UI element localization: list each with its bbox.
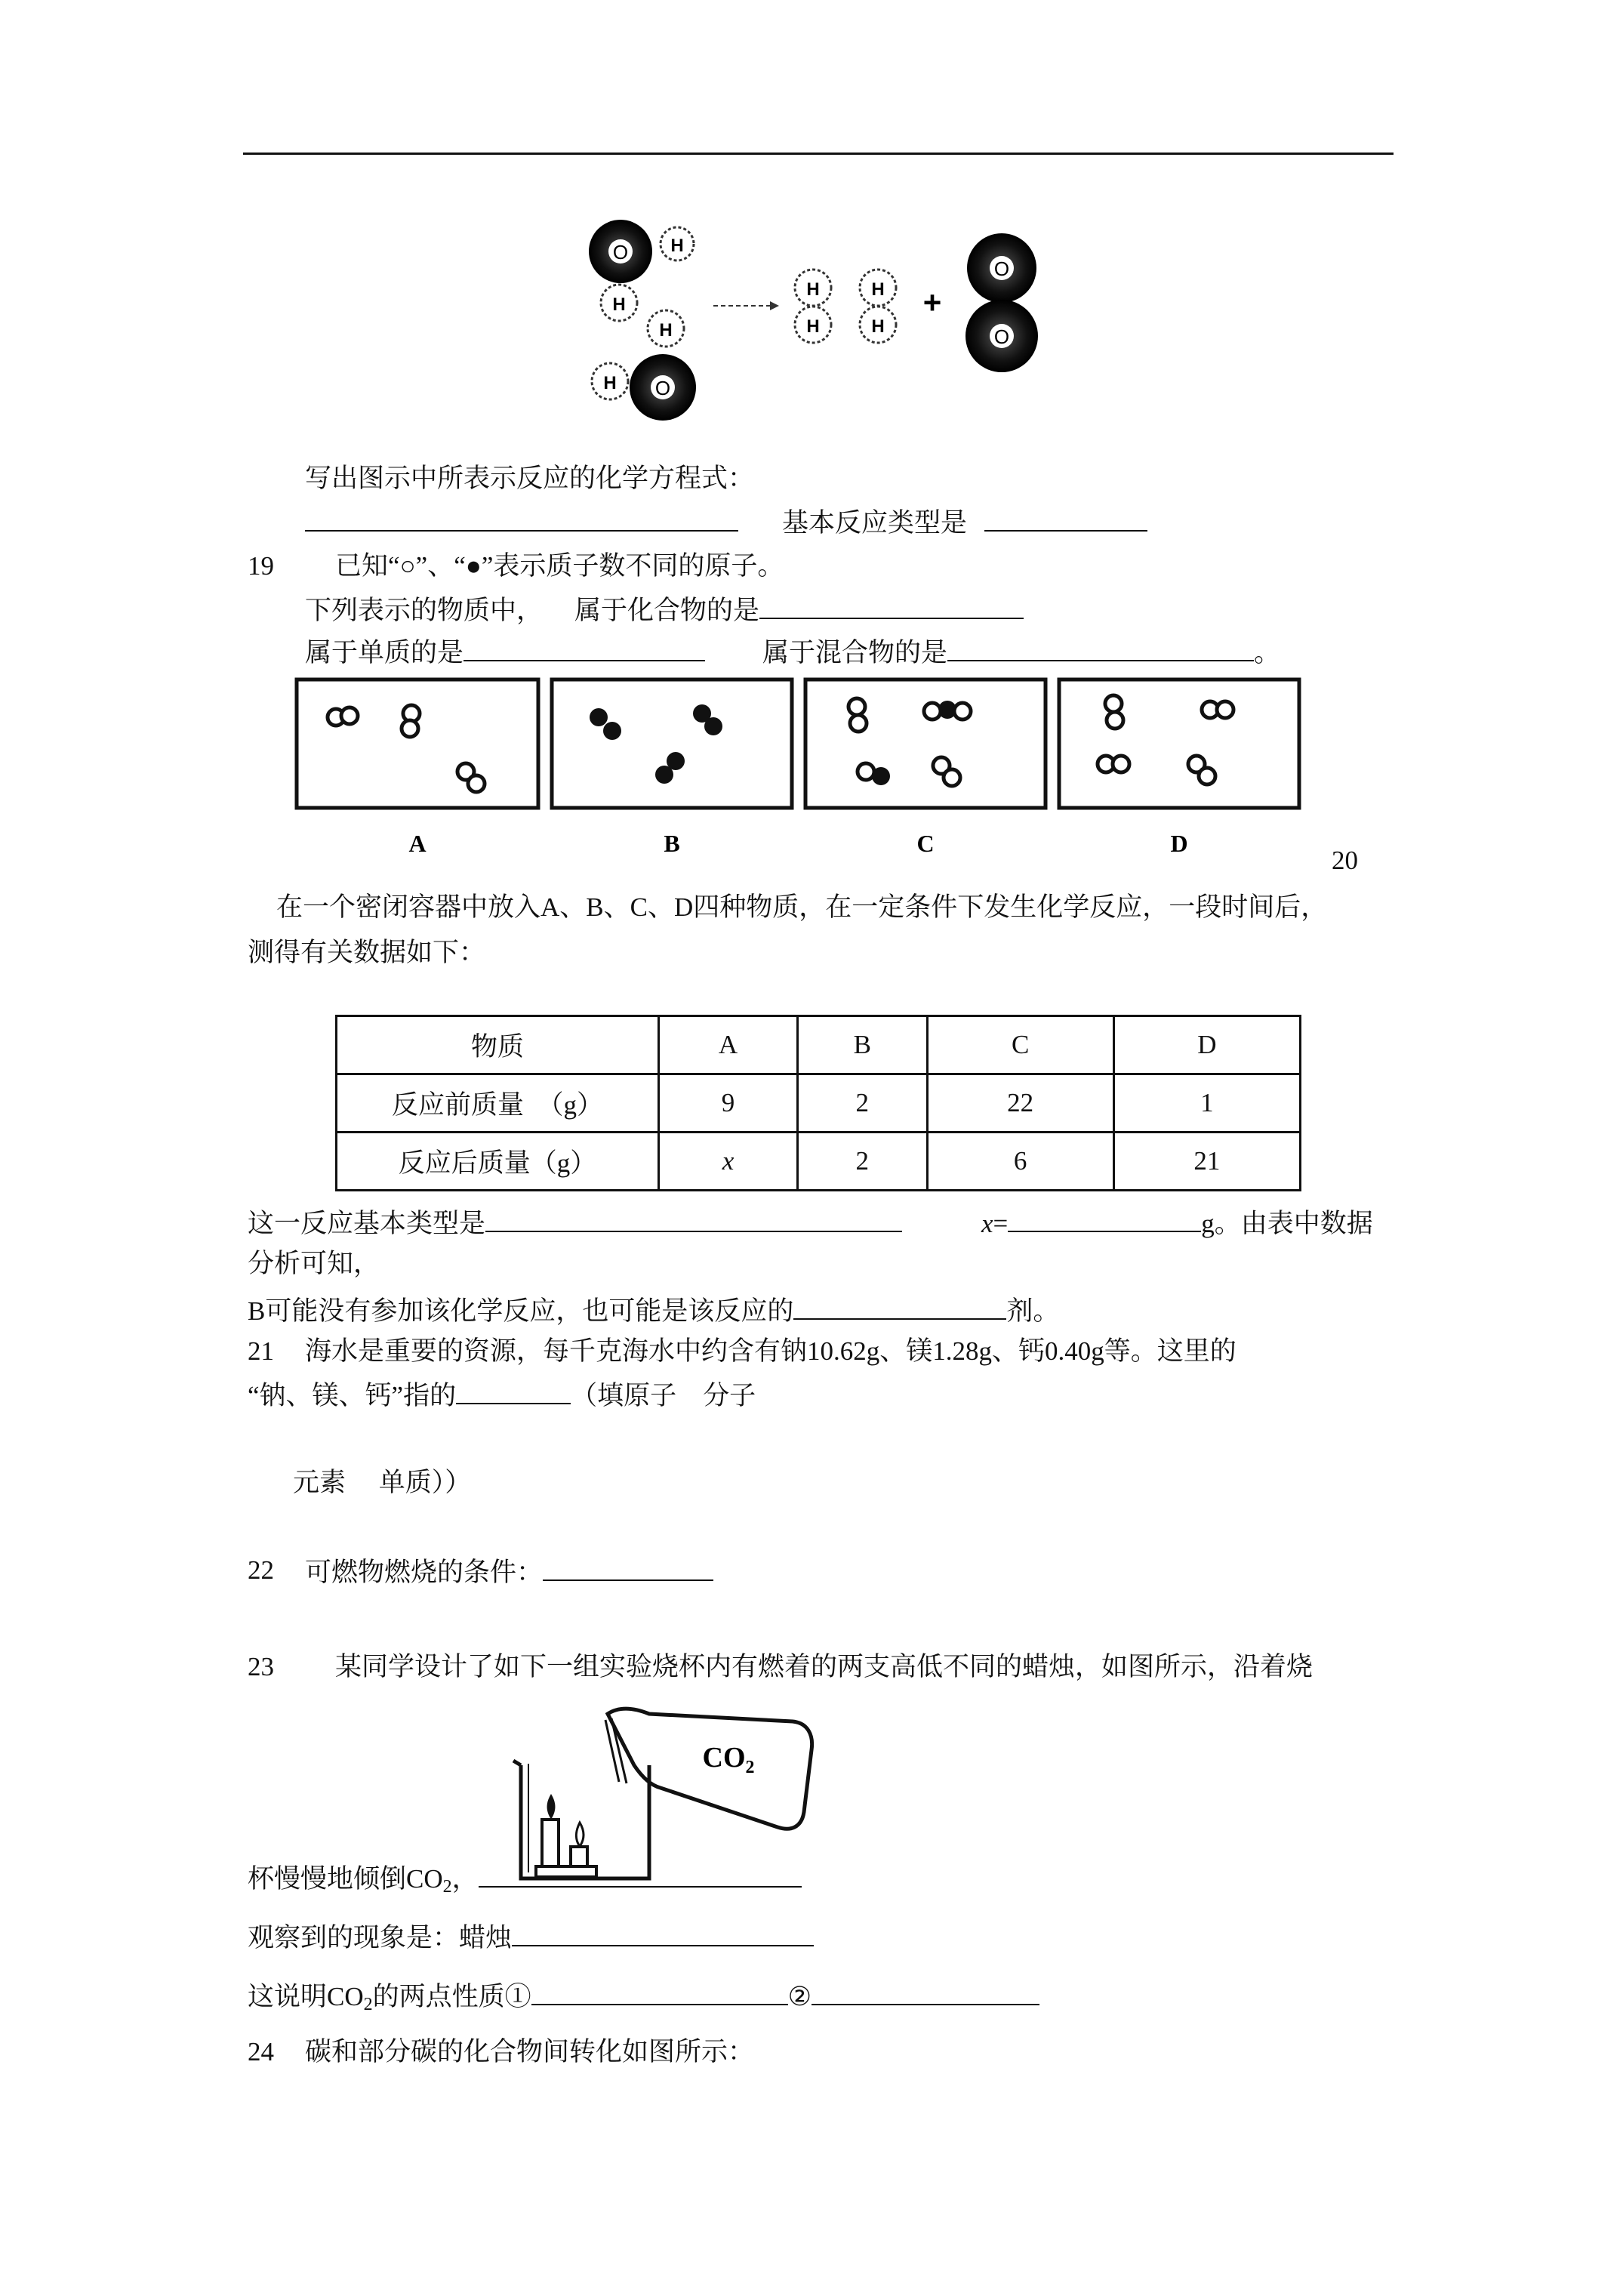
q19-line2: [305, 592, 1024, 627]
q23-line3: [248, 1919, 814, 1955]
q23-line4: [248, 1978, 1039, 2021]
q23-property-2-label: ②: [787, 1982, 812, 2011]
reaction-arrow-icon: [713, 301, 779, 310]
answer-blank[interactable]: [479, 1860, 802, 1888]
table-cell: 2: [798, 1074, 928, 1133]
answer-blank[interactable]: [984, 504, 1147, 532]
box-a: [297, 680, 538, 808]
q20-x-line: [981, 1205, 1373, 1240]
box-label: A: [408, 830, 427, 857]
answer-blank[interactable]: [812, 1978, 1039, 2005]
answer-blank[interactable]: [543, 1554, 713, 1581]
q19-compound-label: 属于化合物的是: [574, 596, 760, 625]
q18-answer-line: [305, 504, 738, 540]
q19-text: 下列表示的物质中，: [305, 596, 544, 625]
answer-blank[interactable]: [531, 1978, 788, 2005]
svg-text:O: O: [612, 241, 629, 264]
q24-text: 碳和部分碳的化合物间转化如图所示：: [305, 2037, 755, 2066]
box-label: D: [1170, 830, 1188, 857]
table-cell: 22: [927, 1074, 1113, 1133]
subscript: 2: [442, 1877, 452, 1897]
svg-text:H: H: [659, 320, 673, 341]
svg-text:H: H: [612, 294, 626, 315]
header-rule: [243, 153, 1394, 155]
table-header-row: [337, 1016, 1301, 1074]
svg-text:O: O: [654, 377, 671, 399]
particle-boxes-diagram: [291, 672, 1302, 861]
hydrogen-atom: [661, 227, 694, 260]
subscript: 2: [363, 1995, 373, 2014]
q23-observe-text: 观察到的现象是：蜡烛: [248, 1923, 513, 1952]
question-number: 24: [248, 2037, 274, 2066]
table-header-cell: B: [798, 1016, 928, 1074]
svg-text:H: H: [871, 279, 885, 300]
q20-suffix: 剂。: [1006, 1296, 1060, 1326]
table-cell: 1: [1113, 1074, 1300, 1133]
box-c: [805, 680, 1046, 808]
q23-pour-text: 杯慢慢地倾倒CO: [248, 1864, 443, 1894]
table-header-cell: C: [927, 1016, 1113, 1074]
q23-property-text: 这说明CO: [248, 1982, 364, 2011]
q23-line1: 某同学设计了如下一组实验烧杯内有燃着的两支高低不同的蜡烛，如图所示，沿着烧: [335, 1652, 1313, 1681]
question-number: 19: [248, 551, 274, 581]
equals-sign: =: [993, 1209, 1009, 1238]
box-label: C: [916, 830, 935, 857]
question-number: 22: [248, 1555, 274, 1585]
answer-blank[interactable]: [793, 1293, 1006, 1320]
svg-text:O: O: [993, 325, 1010, 348]
answer-blank[interactable]: [512, 1919, 814, 1946]
hydrogen-atom: [795, 270, 831, 306]
q21-line1: 海水是重要的资源，每千克海水中约含有钠10.62g、镁1.28g、钙0.40g等。这里的: [305, 1336, 1236, 1366]
q22-text: 可燃物燃烧的条件：: [305, 1558, 544, 1587]
reaction-diagram: [574, 208, 1057, 434]
answer-blank[interactable]: [463, 634, 705, 661]
answer-blank[interactable]: [305, 504, 738, 532]
box-label: B: [664, 830, 680, 857]
answer-blank[interactable]: [485, 1205, 902, 1232]
variable-x: x: [981, 1209, 993, 1238]
box-d: [1059, 680, 1299, 808]
q22-line: [305, 1554, 713, 1589]
oxygen-atom: [630, 354, 696, 421]
table-cell: 反应后质量（g）: [337, 1133, 659, 1191]
hydrogen-atom: [648, 310, 684, 347]
question-number: 23: [248, 1652, 274, 1681]
oxygen-atom: [589, 220, 652, 283]
hydrogen-atom: [860, 307, 896, 343]
q18-type-label: 基本反应类型是: [782, 508, 968, 538]
q19-line3: [305, 634, 1280, 670]
q20-intro-1: 在一个密闭容器中放入A、B、C、D四种物质，在一定条件下发生化学反应，一段时间后，: [276, 892, 1328, 922]
table-cell: 6: [927, 1133, 1113, 1191]
svg-text:H: H: [603, 373, 617, 393]
q21-line2: [248, 1377, 756, 1413]
hydrogen-atom: [860, 270, 896, 306]
hydrogen-atom: [592, 363, 628, 399]
table-cell: 2: [798, 1133, 928, 1191]
q19-element-label: 属于单质的是: [305, 638, 464, 667]
svg-text:H: H: [806, 279, 820, 300]
plus-sign: +: [922, 285, 942, 320]
answer-blank[interactable]: [1008, 1205, 1201, 1232]
table-cell: 21: [1113, 1133, 1300, 1191]
q23-property-1-label: 的两点性质①: [372, 1982, 531, 2011]
table-header-cell: A: [659, 1016, 798, 1074]
table-cell: 9: [659, 1074, 798, 1133]
hydrogen-atom: [795, 307, 831, 343]
co2-label: $CO_2$: [702, 1742, 755, 1777]
q23-line2: [248, 1860, 802, 1903]
q20-after-2: 分析可知，: [248, 1249, 380, 1278]
table-header-cell: D: [1113, 1016, 1300, 1074]
q18-type-line: [782, 504, 1147, 540]
answer-blank[interactable]: [947, 634, 1254, 661]
q20-after-1: [248, 1205, 902, 1240]
q18-prompt: 写出图示中所表示反应的化学方程式：: [305, 464, 755, 493]
question-number: 21: [248, 1336, 274, 1366]
box-b: [552, 680, 792, 808]
svg-text:O: O: [993, 257, 1010, 280]
svg-text:H: H: [871, 316, 885, 337]
q19-mixture-label: 属于混合物的是: [762, 638, 948, 667]
oxygen-atom: [965, 300, 1038, 372]
co2-beaker-diagram: [506, 1691, 823, 1888]
table-cell: 反应前质量 （g）: [337, 1074, 659, 1133]
q20-intro-2: 测得有关数据如下：: [248, 938, 486, 967]
q19-intro: 已知“○”、“●”表示质子数不同的原子。: [335, 551, 784, 581]
table-row: [337, 1133, 1301, 1191]
q21-line3: 元素 单质））: [293, 1468, 472, 1497]
answer-blank[interactable]: [759, 592, 1024, 619]
answer-blank[interactable]: [456, 1377, 571, 1404]
q20-unit-text: g。由表中数据: [1201, 1209, 1373, 1238]
question-number: 20: [1332, 846, 1358, 875]
q21-options: （填原子 分子: [571, 1381, 756, 1410]
table-cell: x: [659, 1133, 798, 1191]
hydrogen-atom: [601, 285, 637, 321]
q21-text: “钠、镁、钙”指的: [248, 1381, 457, 1410]
period: 。: [1254, 638, 1281, 667]
q20-after-3: [248, 1293, 1059, 1328]
table-row: [337, 1074, 1301, 1133]
oxygen-atom: [967, 233, 1036, 303]
table-header-cell: 物质: [337, 1016, 659, 1074]
q20-type-label: 这一反应基本类型是: [248, 1209, 486, 1238]
co2-bottle-icon: [605, 1709, 812, 1829]
candle-tall-icon: [542, 1794, 559, 1866]
mass-data-table: [335, 1015, 1301, 1191]
svg-text:H: H: [806, 316, 820, 337]
q20-catalyst-text: B可能没有参加该化学反应，也可能是该反应的: [248, 1296, 794, 1326]
comma: ，: [451, 1864, 479, 1894]
svg-text:H: H: [670, 236, 684, 256]
